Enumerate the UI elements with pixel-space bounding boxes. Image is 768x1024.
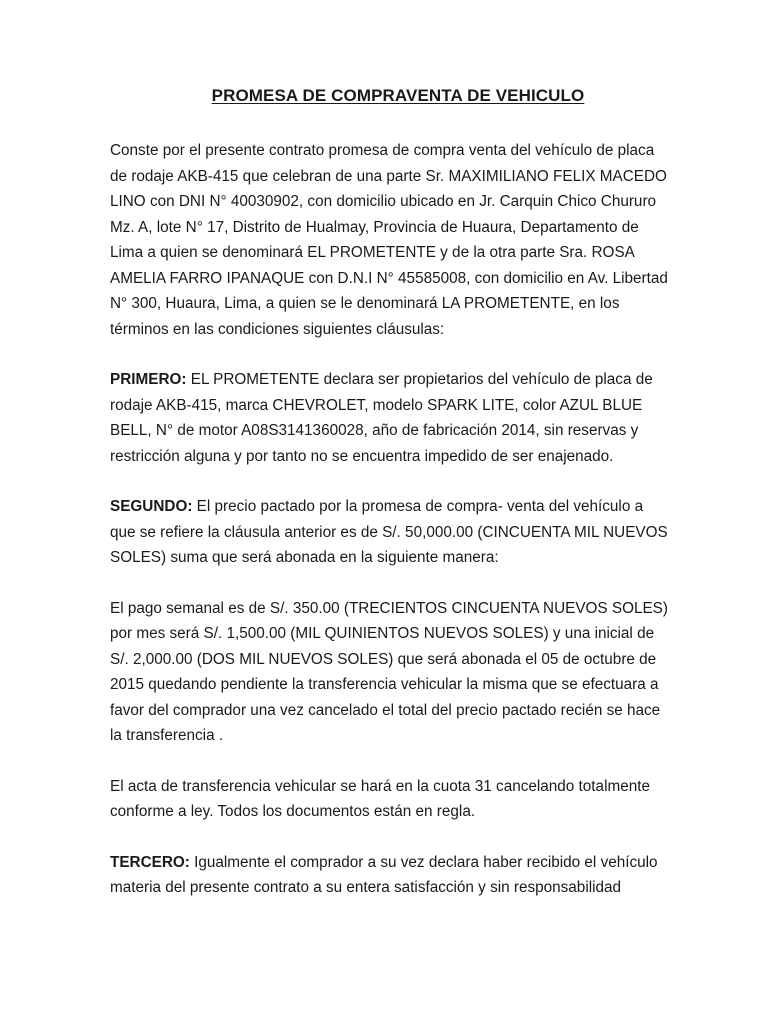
paragraph-line: Conste por el presente contrato promesa de compra venta del vehículo de placa: [110, 142, 655, 159]
paragraph-transfer: [110, 774, 686, 825]
clause-heading: SEGUNDO:: [110, 498, 193, 515]
clause-segundo: [110, 494, 686, 571]
paragraph-line: [110, 494, 686, 520]
clause-text: Igualmente el comprador a su vez declara haber recibido el vehículo: [189, 853, 658, 871]
paragraph-line: Lima a quien se denominará EL PROMETENTE y de la otra parte Sra. ROSA: [110, 244, 635, 261]
paragraph-line: materia del presente contrato a su entera satisfacción y sin responsabilidad: [110, 879, 622, 896]
paragraph-line: S/. 2,000.00 (DOS MIL NUEVOS SOLES) que será abonada el 05 de octubre de: [110, 650, 657, 668]
paragraph-line: restricción alguna y por tanto no se encuentra impedido de ser enajenado.: [110, 447, 614, 465]
paragraph-line: rodaje AKB-415, marca CHEVROLET, modelo SPARK LITE, color AZUL BLUE: [110, 396, 643, 414]
paragraph-line: SOLES) suma que será abonada en la siguiente manera:: [110, 549, 499, 566]
paragraph-line: que se refiere la cláusula anterior es de S/. 50,000.00 (CINCUENTA MIL NUEVOS: [110, 523, 668, 541]
paragraph-line: la transferencia .: [110, 727, 224, 744]
clause-tercero: [110, 850, 686, 901]
paragraph-line: BELL, N° de motor A08S3141360028, año de fabricación 2014, sin reservas y: [110, 422, 639, 439]
clause-heading: TERCERO:: [110, 853, 190, 871]
paragraph-payment: [110, 596, 686, 749]
document-page: [110, 84, 686, 926]
paragraph-line: El acta de transferencia vehicular se hará en la cuota 31 cancelando totalmente: [110, 777, 650, 795]
paragraph-line: AMELIA FARRO IPANAQUE con D.N.I N° 45585008, con domicilio en Av. Libertad: [110, 269, 668, 287]
paragraph-line: [110, 850, 686, 876]
paragraph-line: LINO con DNI N° 40030902, con domicilio ubicado en Jr. Carquin Chico Chururo: [110, 193, 657, 210]
clause-heading: PRIMERO:: [110, 371, 187, 388]
paragraph-line: [110, 367, 686, 393]
paragraph-line: favor del comprador una vez cancelado el total del precio pactado recién se hace: [110, 701, 661, 719]
paragraph-line: conforme a ley. Todos los documentos están en regla.: [110, 803, 476, 820]
document-title: PROMESA DE COMPRAVENTA DE VEHICULO: [211, 86, 585, 105]
paragraph-line: El pago semanal es de S/. 350.00 (TRECIENTOS CINCUENTA NUEVOS SOLES): [110, 599, 668, 617]
clause-text: El precio pactado por la promesa de compra- venta del vehículo a: [192, 498, 644, 515]
paragraph-line: por mes será S/. 1,500.00 (MIL QUINIENTOS NUEVOS SOLES) y una inicial de: [110, 625, 655, 642]
paragraph-intro: [110, 138, 686, 342]
paragraph-line: N° 300, Huaura, Lima, a quien se le denominará LA PROMETENTE, en los: [110, 295, 620, 312]
clause-primero: [110, 367, 686, 469]
paragraph-line: 2015 quedando pendiente la transferencia vehicular la misma que se efectuara a: [110, 676, 659, 693]
paragraph-line: términos en las condiciones siguientes cláusulas:: [110, 320, 445, 338]
paragraph-line: Mz. A, lote N° 17, Distrito de Hualmay, Provincia de Huaura, Departamento de: [110, 218, 639, 236]
clause-text: EL PROMETENTE declara ser propietarios del vehículo de placa de: [186, 371, 653, 388]
paragraph-line: de rodaje AKB-415 que celebran de una parte Sr. MAXIMILIANO FELIX MACEDO: [110, 167, 667, 185]
